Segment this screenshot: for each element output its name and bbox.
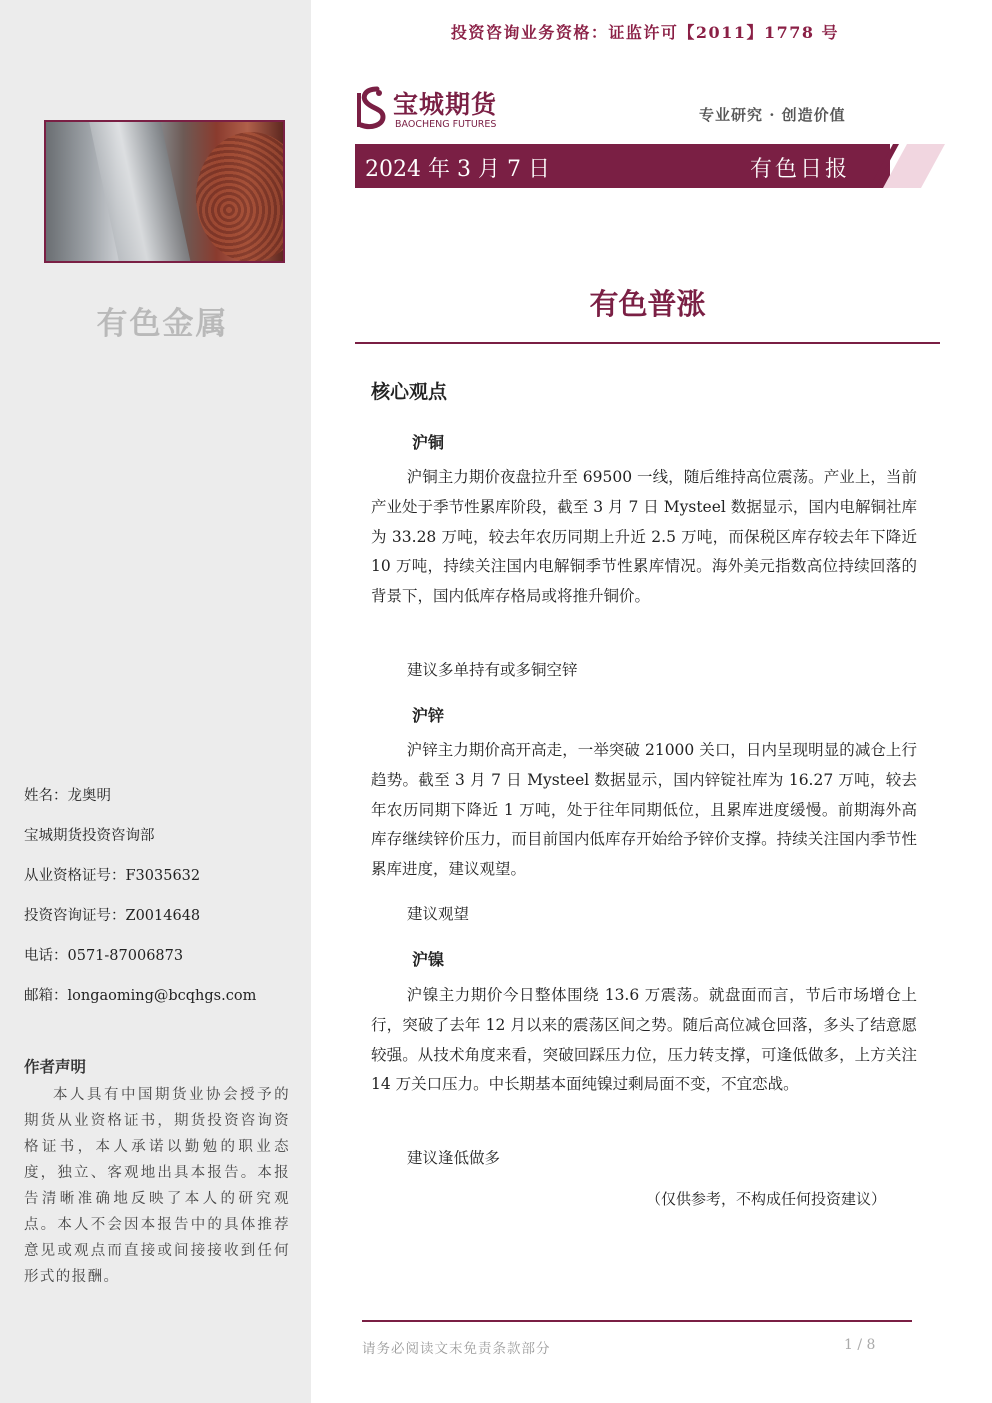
banner-stripes-decoration (855, 144, 945, 188)
author-email: 邮箱：longaoming@bcqhgs.com (24, 988, 257, 1004)
logo-mark-icon (355, 85, 391, 131)
headline: 有色普涨 (589, 287, 706, 321)
author-phone: 电话：0571-87006873 (24, 948, 184, 964)
report-date: 2024 年 3 月 7 日 (365, 157, 550, 182)
disclaimer-body: 本人具有中国期货业协会授予的期货从业资格证书，期货投资咨询资格证书，本人承诺以勤勉的职业态度，独立、客观地出具本报告。本报告清晰准确地反映了本人的研究观点。本人不会因本报告中的具体推荐意见或观点而直接或间接接收到任何形式的报酬。 (24, 1087, 290, 1285)
page-number: 1 / 8 (844, 1337, 876, 1353)
author-department: 宝城期货投资咨询部 (24, 828, 155, 844)
section-heading: 核心观点 (371, 381, 448, 403)
logo-english-name: BAOCHENG FUTURES (395, 119, 497, 130)
sector-title: 有色金属 (96, 306, 229, 342)
cover-photo (44, 120, 285, 263)
license-line: 投资咨询业务资格：证监许可【2011】1778 号 (450, 23, 840, 42)
nickel-paragraph: 沪镍主力期价今日整体围绕 13.6 万震荡。就盘面而言，节后市场增仓上行，突破了去年 12 月以来的震荡区间之势。随后高位减仓回落，多头了结意愿较强。从技术角度来看，突破回踩压力位，压力转支撑，可逢低做多，上方关注 14 万关口压力。中长期基本面纯镍过剩局面不变，不宜恋战。 (371, 986, 917, 1094)
date-banner (355, 144, 890, 188)
zinc-heading: 沪锌 (412, 706, 445, 725)
logo-chinese-name: 宝城期货 (393, 90, 498, 119)
copper-advice: 建议多单持有或多铜空锌 (407, 661, 578, 679)
zinc-paragraph: 沪锌主力期价高开高走，一举突破 21000 关口，日内呈现明显的减仓上行趋势。截至 3 月 7 日 Mysteel 数据显示，国内锌锭社库为 16.27 万吨，较去年农历同期下降近 1 万吨，处于往年同期低位，且累库进度缓慢。前期海外高库存继续锌价压力，而目前国内低库存开始给予锌价支撑。持续关注国内季节性累库进度，建议观望。 (371, 741, 917, 879)
zinc-advice: 建议观望 (407, 905, 470, 923)
report-type: 有色日报 (749, 157, 850, 182)
footer-divider (362, 1320, 912, 1322)
sidebar (0, 0, 311, 1403)
author-name: 姓名：龙奥明 (24, 788, 111, 804)
disclaimer-title: 作者声明 (24, 1057, 87, 1076)
nickel-advice: 建议逢低做多 (407, 1149, 501, 1167)
author-qualification-no: 从业资格证号：F3035632 (24, 868, 201, 884)
company-logo (355, 85, 535, 133)
metal-roll-image (89, 120, 193, 263)
copper-heading: 沪铜 (412, 433, 445, 452)
author-consulting-no: 投资咨询证号：Z0014648 (24, 908, 201, 924)
copper-paragraph: 沪铜主力期价夜盘拉升至 69500 一线，随后维持高位震荡。产业上，当前产业处于季节性累库阶段，截至 3 月 7 日 Mysteel 数据显示，国内电解铜社库为 33.28 万吨，较去年农历同期上升近 2.5 万吨，而保税区库存较去年下降近 10 万吨，持续关注国内电解铜季节性累库情况。海外美元指数高位持续回落的背景下，国内低库存格局或将推升铜价。 (371, 468, 917, 606)
nickel-heading: 沪镍 (412, 950, 445, 969)
footer-notice: 请务必阅读文末免责条款部分 (362, 1341, 551, 1357)
copper-coil-image (196, 132, 285, 262)
reference-note: （仅供参考，不构成任何投资建议） (646, 1190, 887, 1208)
author-info (24, 776, 294, 1016)
slogan: 专业研究 · 创造价值 (699, 106, 846, 124)
divider (355, 342, 940, 344)
